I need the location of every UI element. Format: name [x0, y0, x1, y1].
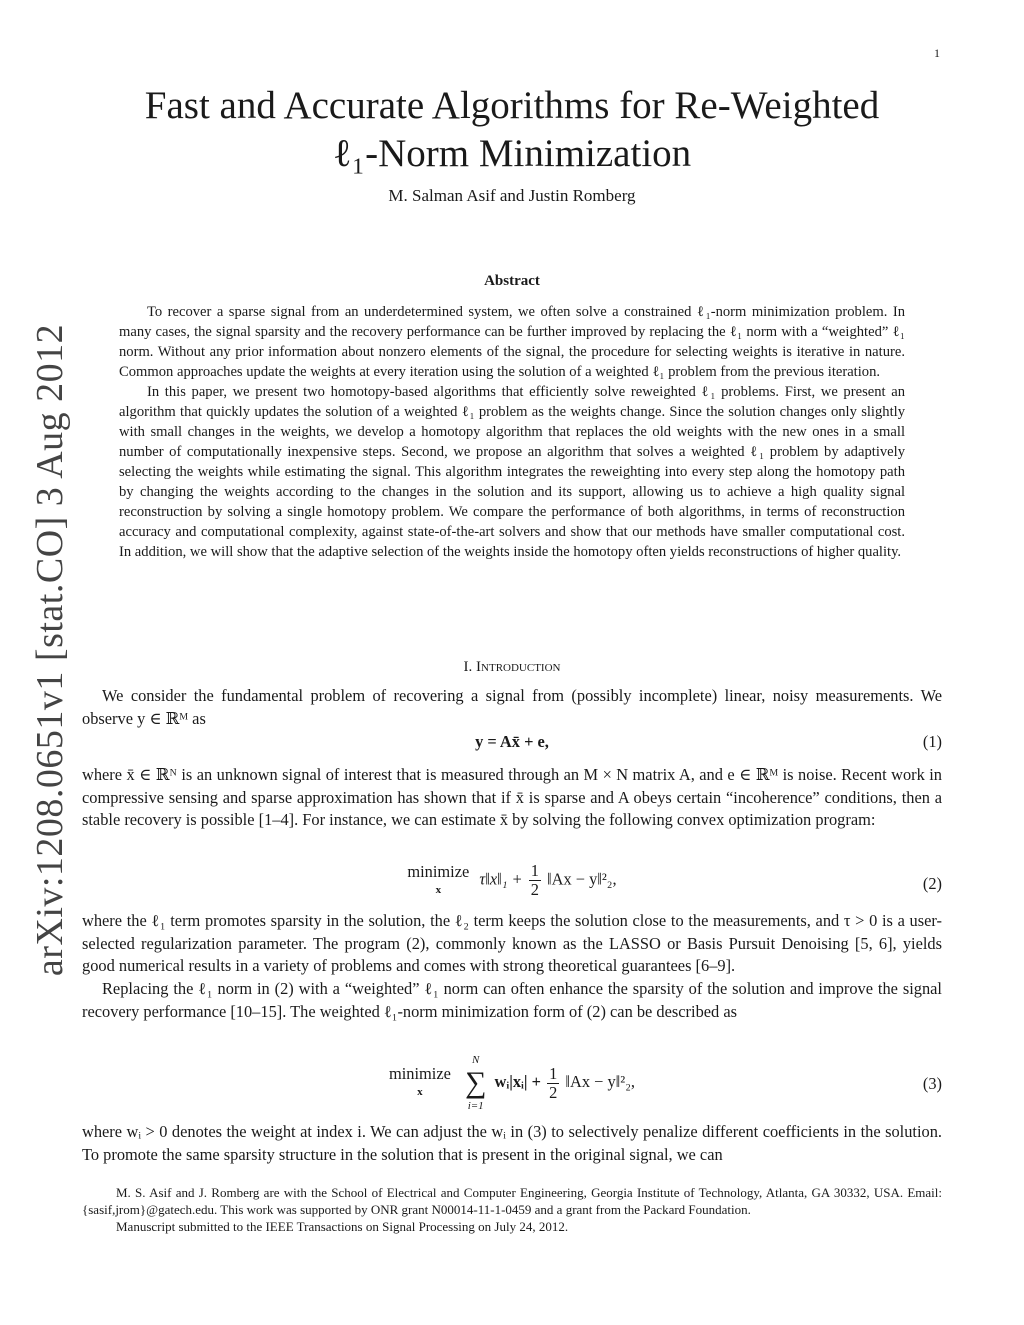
footnote-manuscript: Manuscript submitted to the IEEE Transactions on Signal Processing on July 24, 2012. — [116, 1219, 569, 1234]
equation-3-fraction-denominator: 2 — [549, 1082, 558, 1102]
equation-2-op-text: minimize — [407, 861, 470, 881]
page-number: 1 — [934, 46, 940, 60]
intro-paragraph-2: where x̄ ∈ ℝᴺ is an unknown signal of interest that is measured through an M × N matrix A, and e ∈ ℝᴹ is noise. Recent work in compressive sensing and sparse approximation has shown that if x̄ is sparse and A obeys certain “incoherence” conditions, then a stable recovery is possible [1–4]. For instance, we can estimate x̄ by solving the following convex optimization program: — [82, 765, 942, 830]
intro-paragraph-3: where the ℓ₁ term promotes sparsity in the solution, the ℓ₂ term keeps the solution close to the measurements, and τ > 0 is a user-selected regularization parameter. The program (2), commonly known as the LASSO or Basis Pursuit Denoising [5, 6], yields good numerical results in a variety of problems and comes with strong theoretical guarantees [6–9]. — [82, 911, 942, 976]
section-heading — [82, 659, 942, 676]
arxiv-identifier-stamp: arXiv:1208.0651v1 [stat.CO] 3 Aug 2012 — [29, 323, 71, 977]
summation-sign: ∑ — [464, 1066, 487, 1099]
section-number: I. — [463, 659, 473, 675]
paper-title — [82, 82, 942, 178]
equation-2 — [82, 862, 942, 908]
title-line-1: Fast and Accurate Algorithms for Re-Weighted — [144, 84, 880, 127]
intro-paragraph-1: We consider the fundamental problem of recovering a signal from (possibly incomplete) linear, noisy measurements. We observe y ∈ ℝᴹ as — [82, 686, 942, 728]
equation-2-left: τ‖x‖₁ + — [479, 869, 523, 889]
summation-upper-limit: N — [472, 1054, 480, 1066]
equation-3-number: (3) — [922, 1074, 942, 1093]
equation-3-fraction-numerator: 1 — [549, 1063, 558, 1083]
summation-symbol — [465, 1052, 486, 1114]
abstract-heading: Abstract — [484, 273, 540, 289]
section-title: Introduction — [476, 659, 561, 675]
intro-block-4 — [82, 1121, 942, 1166]
equation-2-fraction — [529, 862, 541, 899]
equation-1 — [82, 732, 942, 762]
equation-3-op-text: minimize — [388, 1064, 451, 1083]
intro-block-1 — [82, 685, 942, 730]
equation-2-number: (2) — [922, 874, 942, 893]
equation-2-op-subscript: x — [435, 883, 442, 896]
equation-2-operator — [407, 863, 469, 899]
equation-2-fraction-numerator: 1 — [530, 861, 539, 880]
abstract-body — [119, 302, 905, 562]
summation-lower-limit: i=1 — [467, 1100, 484, 1112]
intro-block-3 — [82, 910, 942, 1024]
intro-block-2 — [82, 764, 942, 832]
equation-1-number: (1) — [922, 732, 942, 751]
equation-3-left: wᵢ|xᵢ| + — [494, 1071, 541, 1091]
intro-paragraph-5: where wᵢ > 0 denotes the weight at index i. We can adjust the wᵢ in (3) to selectively penalize different coefficients in the solution. To promote the same sparsity structure in the solution that is present in the original signal, we can — [82, 1122, 942, 1164]
title-line-2: ℓ₁-Norm Minimization — [332, 132, 692, 175]
authors: M. Salman Asif and Justin Romberg — [388, 186, 636, 205]
equation-1-expression: y = Ax̄ + e, — [475, 732, 549, 751]
equation-3-right: ‖Ax − y‖²₂, — [565, 1071, 636, 1091]
abstract-paragraph-1: To recover a sparse signal from an underdetermined system, we often solve a constrained ℓ₁-norm minimization problem. In many cases, the signal sparsity and the recovery performance can be further improved by replacing the ℓ₁ norm with a “weighted” ℓ₁ norm. Without any prior information about nonzero elements of the signal, the procedure for selecting weights is iterative in nature. Common approaches update the weights at every iteration using the solution of a weighted ℓ₁ problem from the previous iteration. — [119, 304, 905, 380]
intro-paragraph-4: Replacing the ℓ₁ norm in (2) with a “weighted” ℓ₁ norm can often enhance the sparsity of the solution and improve the signal recovery performance [10–15]. The weighted ℓ₁-norm minimization form of (2) can be described as — [82, 979, 942, 1021]
equation-3-op-subscript: x — [417, 1086, 423, 1098]
equation-3-fraction — [547, 1065, 559, 1102]
equation-3-operator — [389, 1065, 451, 1101]
equation-3 — [82, 1052, 942, 1118]
abstract-paragraph-2: In this paper, we present two homotopy-based algorithms that efficiently solve reweighted ℓ₁ problems. First, we present an algorithm that quickly updates the solution of a weighted ℓ₁ problem as the weights change. Since the solution changes only slightly with small changes in the weights, we develop a homotopy algorithm that replaces the old weights with the new ones in a small number of computationally inexpensive steps. Second, we propose an algorithm that solves a weighted ℓ₁ problem by adaptively selecting the weights while estimating the signal. This algorithm integrates the reweighting into every step along the homotopy path by changing the weights according to the changes in the solution and its support, allowing us to achieve a high quality signal reconstruction by solving a single homotopy problem. We compare the performance of both algorithms, in terms of reconstruction accuracy and computational complexity, against state-of-the-art solvers and show that our methods have smaller computational cost. In addition, we will show that the adaptive selection of the weights inside the homotopy often yields reconstructions of higher quality. — [119, 384, 905, 560]
equation-2-right: ‖Ax − y‖²₂, — [547, 869, 617, 889]
equation-3-expression — [82, 1052, 942, 1114]
equation-2-fraction-denominator: 2 — [530, 880, 539, 899]
footnotes — [82, 1184, 942, 1235]
equation-2-expression — [82, 862, 942, 899]
footnote-affiliation: M. S. Asif and J. Romberg are with the School of Electrical and Computer Engineering, Georgia Institute of Technology, Atlanta, GA 30332, USA. Email: {sasif,jrom}@gatech.edu. This work was supported by ONR grant N00014-11-1-0459 and a grant from the Packard Foundation. — [82, 1185, 942, 1217]
